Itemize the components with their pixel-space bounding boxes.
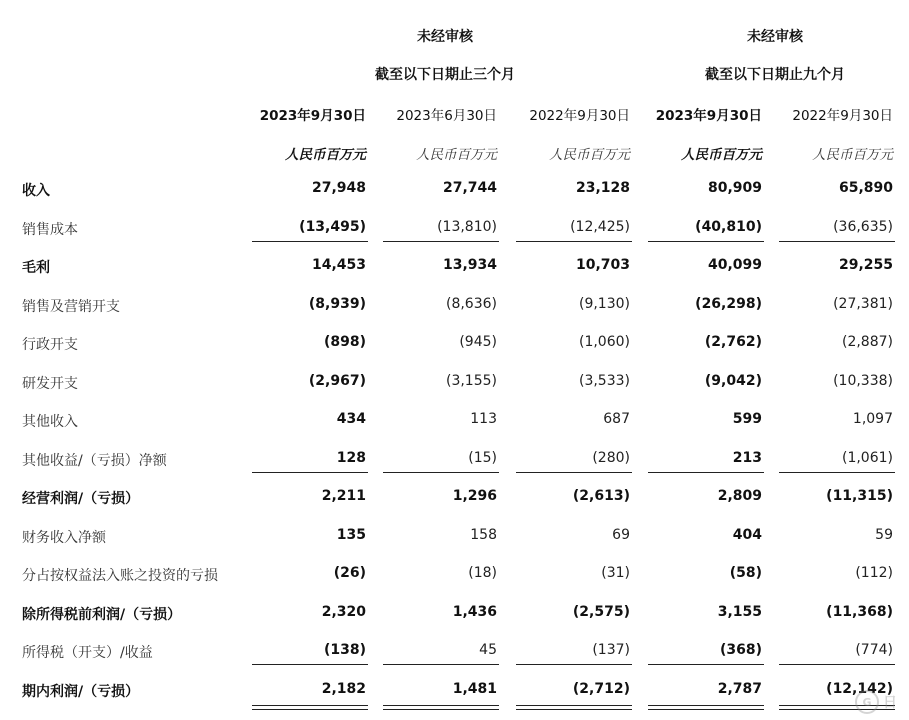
- table-row: [0, 604, 909, 642]
- row-value: 45: [479, 642, 497, 658]
- row-value: (280): [592, 449, 630, 466]
- row-value: 599: [732, 411, 762, 427]
- row-value: (13,495): [299, 218, 366, 235]
- underline: [252, 241, 368, 242]
- row-value: 434: [336, 411, 366, 427]
- underline: [252, 472, 368, 473]
- row-value: (18): [468, 565, 497, 581]
- row-value: 13,934: [442, 257, 497, 273]
- row-value: 40,099: [707, 257, 762, 273]
- row-value: (2,762): [704, 334, 762, 350]
- row-value: (138): [323, 642, 366, 658]
- row-label: 期内利润/（亏损）: [22, 683, 140, 700]
- row-value: 128: [336, 449, 366, 466]
- row-label: 分占按权益法入账之投资的亏损: [22, 568, 218, 584]
- row-value: (2,613): [572, 488, 630, 504]
- underline: [383, 664, 499, 665]
- row-value: (27,381): [833, 295, 893, 312]
- table-row: [0, 373, 909, 411]
- row-label: 其他收益/（亏损）净额: [22, 452, 167, 469]
- row-value: 1,296: [452, 488, 497, 504]
- row-value: (112): [855, 565, 893, 581]
- row-value: (13,810): [437, 218, 497, 235]
- row-label: 毛利: [22, 260, 50, 276]
- row-value: (2,712): [572, 680, 630, 697]
- column-unit-header: 人民币百万元: [285, 147, 366, 163]
- table-row: [0, 527, 909, 565]
- row-value: 69: [612, 526, 630, 543]
- double-underline: [252, 705, 368, 710]
- row-value: (2,887): [841, 334, 893, 350]
- table-row: [0, 296, 909, 334]
- table-row: [0, 257, 909, 295]
- row-value: 687: [603, 411, 630, 427]
- row-label: 所得税（开支）/收益: [22, 645, 153, 661]
- watermark: [855, 690, 897, 714]
- column-date-header: 2023年9月30日: [259, 108, 366, 124]
- row-value: 1,097: [852, 411, 893, 427]
- row-value: (1,060): [578, 334, 630, 350]
- row-value: 27,948: [311, 180, 366, 196]
- underline: [648, 472, 764, 473]
- row-value: (11,315): [826, 488, 893, 504]
- watermark-text: 日: [883, 695, 897, 711]
- row-value: (8,636): [445, 295, 497, 312]
- table-row: [0, 334, 909, 372]
- row-label: 经营利润/（亏损）: [22, 491, 140, 507]
- table-row: [0, 180, 909, 218]
- row-value: 2,182: [321, 680, 366, 697]
- column-unit-header: 人民币百万元: [549, 147, 630, 163]
- row-label: 收入: [22, 183, 50, 199]
- row-value: 14,453: [311, 257, 366, 273]
- row-value: (26): [333, 565, 366, 581]
- row-label: 研发开支: [22, 375, 78, 392]
- column-date-header: 2023年9月30日: [655, 108, 762, 124]
- row-value: (2,967): [308, 372, 366, 389]
- row-value: 1,436: [452, 603, 497, 620]
- table-row: [0, 411, 909, 449]
- row-value: (9,042): [704, 372, 762, 389]
- row-value: 27,744: [442, 180, 497, 196]
- row-value: (774): [855, 642, 893, 658]
- table-row: [0, 681, 909, 719]
- underline: [779, 664, 895, 665]
- row-label: 其他收入: [22, 414, 78, 430]
- column-unit-header: 人民币百万元: [416, 147, 497, 163]
- row-value: (137): [592, 642, 630, 658]
- row-value: 213: [732, 449, 762, 466]
- underline: [779, 241, 895, 242]
- row-value: 1,481: [452, 680, 497, 697]
- underline: [648, 241, 764, 242]
- group2-title: 未经审核: [747, 29, 803, 45]
- row-value: 404: [732, 526, 762, 543]
- group1-title: 未经审核: [417, 29, 473, 45]
- row-value: (12,142): [826, 680, 893, 697]
- row-label: 除所得税前利润/（亏损）: [22, 606, 182, 623]
- row-value: (40,810): [695, 218, 762, 235]
- row-value: (898): [323, 334, 366, 350]
- underline: [516, 472, 632, 473]
- row-value: (3,533): [578, 372, 630, 389]
- table-row: [0, 642, 909, 680]
- column-date-header: 2022年9月30日: [792, 108, 893, 124]
- row-value: (368): [719, 642, 762, 658]
- row-value: (11,368): [826, 603, 893, 620]
- row-value: (58): [729, 565, 762, 581]
- underline: [516, 664, 632, 665]
- table-row: [0, 565, 909, 603]
- row-label: 销售及营销开支: [22, 298, 120, 315]
- row-value: 3,155: [717, 603, 762, 620]
- row-value: (9,130): [578, 295, 630, 312]
- row-value: 2,787: [717, 680, 762, 697]
- row-value: 29,255: [838, 257, 893, 273]
- table-row: [0, 488, 909, 526]
- watermark-logo-icon: G: [855, 690, 879, 714]
- row-value: (26,298): [695, 295, 762, 312]
- column-date-header: 2023年6月30日: [396, 108, 497, 124]
- underline: [648, 664, 764, 665]
- row-value: (10,338): [833, 372, 893, 389]
- column-unit-header: 人民币百万元: [812, 147, 893, 163]
- row-label: 财务收入净额: [22, 529, 106, 546]
- underline: [252, 664, 368, 665]
- row-label: 销售成本: [22, 221, 78, 238]
- row-value: 2,809: [717, 488, 762, 504]
- row-value: (15): [468, 449, 497, 466]
- row-value: 10,703: [575, 257, 630, 273]
- row-value: 158: [470, 526, 497, 543]
- row-value: (945): [459, 334, 497, 350]
- group2-subtitle: 截至以下日期止九个月: [705, 67, 845, 83]
- row-value: (3,155): [445, 372, 497, 389]
- row-value: 2,320: [321, 603, 366, 620]
- row-value: 59: [875, 526, 893, 543]
- underline: [779, 472, 895, 473]
- row-value: (2,575): [572, 603, 630, 620]
- underline: [516, 241, 632, 242]
- row-value: (1,061): [841, 449, 893, 466]
- table-row: [0, 219, 909, 257]
- row-value: 23,128: [575, 180, 630, 196]
- group1-subtitle: 截至以下日期止三个月: [375, 67, 515, 83]
- row-value: 135: [336, 526, 366, 543]
- row-value: 80,909: [707, 180, 762, 196]
- row-value: 2,211: [321, 488, 366, 504]
- row-value: (31): [601, 565, 630, 581]
- column-unit-header: 人民币百万元: [681, 147, 762, 163]
- row-value: 65,890: [838, 180, 893, 196]
- column-date-header: 2022年9月30日: [529, 108, 630, 124]
- row-value: (36,635): [833, 218, 893, 235]
- double-underline: [516, 705, 632, 710]
- double-underline: [648, 705, 764, 710]
- row-value: 113: [470, 411, 497, 427]
- row-value: (12,425): [570, 218, 630, 235]
- table-row: [0, 450, 909, 488]
- double-underline: [383, 705, 499, 710]
- underline: [383, 472, 499, 473]
- row-label: 行政开支: [22, 337, 78, 353]
- row-value: (8,939): [308, 295, 366, 312]
- underline: [383, 241, 499, 242]
